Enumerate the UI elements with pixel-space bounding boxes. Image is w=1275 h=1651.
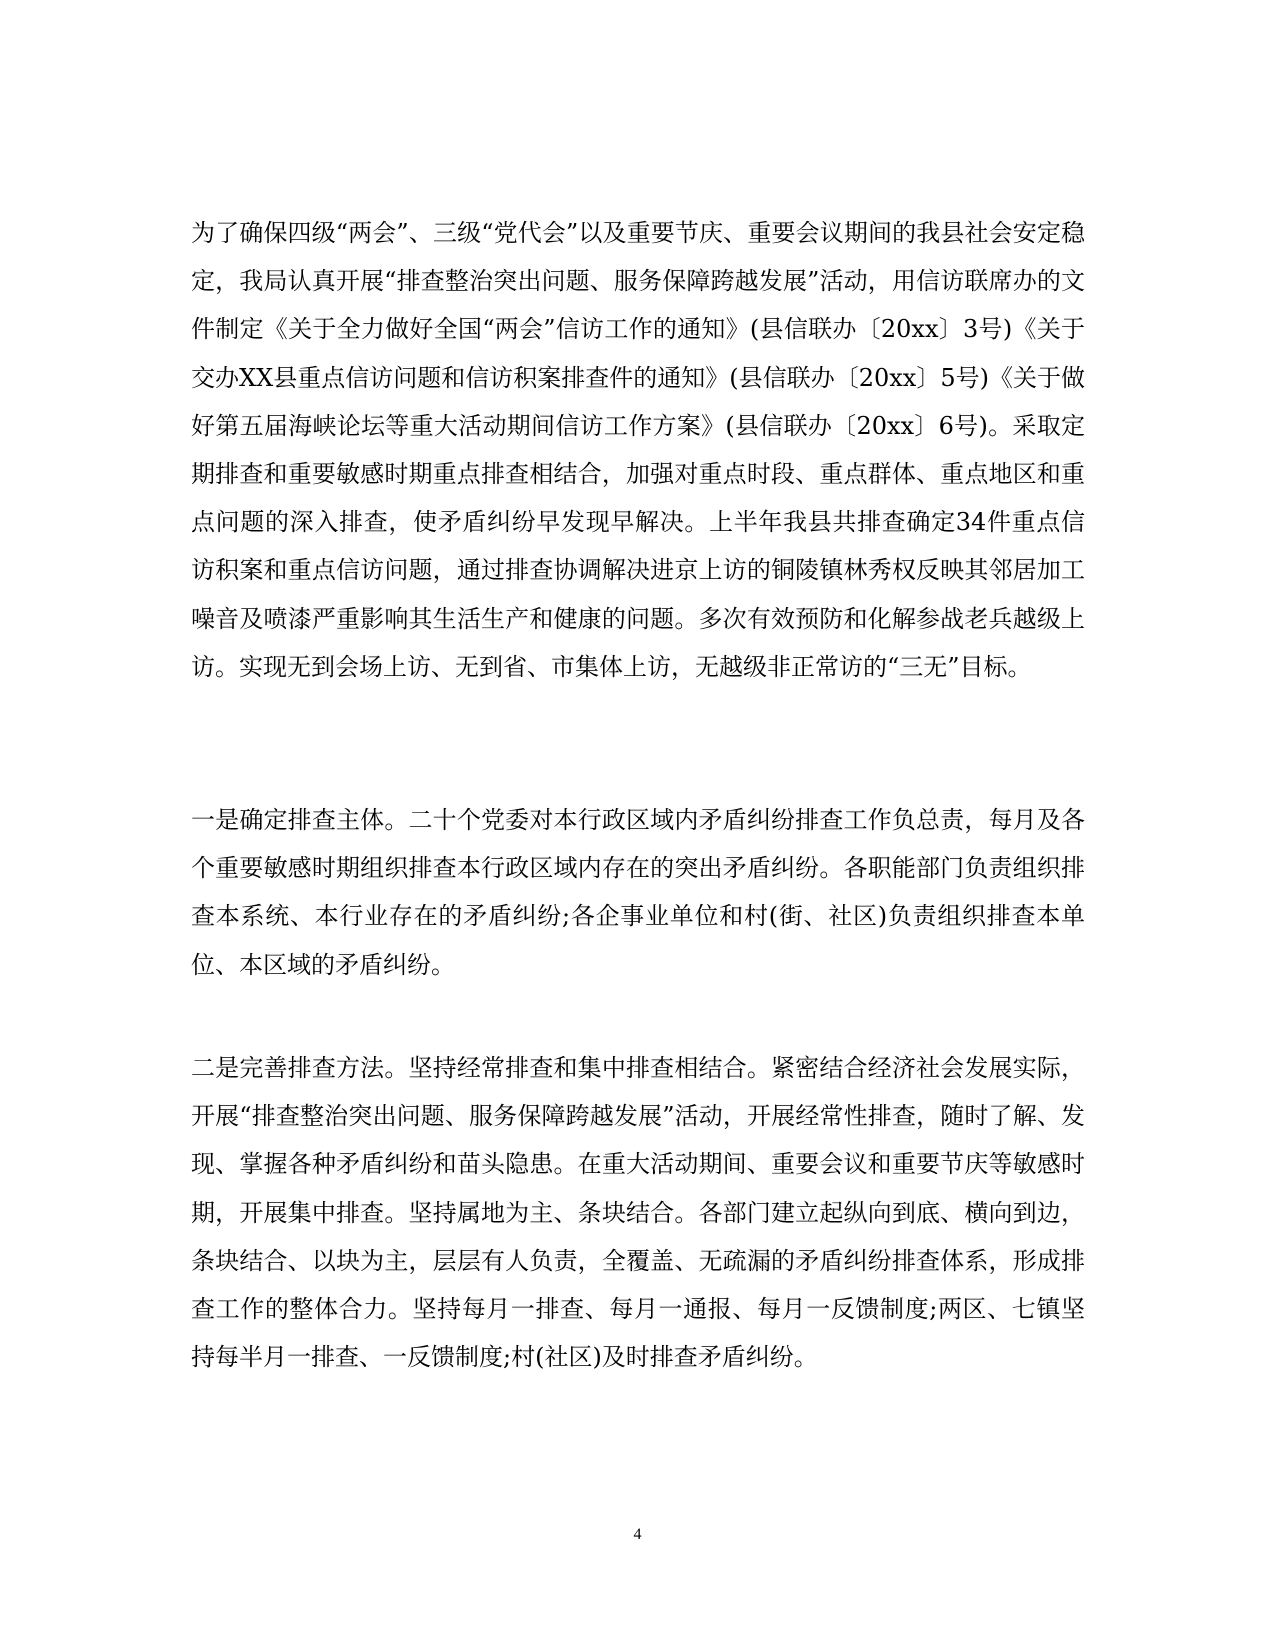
paragraph-improve-method: 二是完善排查方法。坚持经常排查和集中排查相结合。紧密结合经济社会发展实际，开展“排查整治突出问题、服务保障跨越发展”活动，开展经常性排查，随时了解、发现、掌握各种矛盾纠纷和苗头隐患。在重大活动期间、重要会议和重要节庆等敏感时期，开展集中排查。坚持属地为主、条块结合。各部门建立起纵向到底、横向到边，条块结合、以块为主，层层有人负责，全覆盖、无疏漏的矛盾纠纷排查体系，形成排查工作的整体合力。坚持每月一排查、每月一通报、每月一反馈制度;两区、七镇坚持每半月一排查、一反馈制度;村(社区)及时排查矛盾纠纷。	[191, 1054, 1085, 1372]
paragraph-intro: 为了确保四级“两会”、三级“党代会”以及重要节庆、重要会议期间的我县社会安定稳定，我局认真开展“排查整治突出问题、服务保障跨越发展”活动，用信访联席办的文件制定《关于全力做好全国“两会”信访工作的通知》(县信联办〔20xx〕3号)《关于交办XX县重点信访问题和信访积案排查件的通知》(县信联办〔20xx〕5号)《关于做好第五届海峡论坛等重大活动期间信访工作方案》(县信联办〔20xx〕6号)。采取定期排查和重要敏感时期重点排查相结合，加强对重点时段、重点群体、重点地区和重点问题的深入排查，使矛盾纠纷早发现早解决。上半年我县共排查确定34件重点信访积案和重点信访问题，通过排查协调解决进京上访的铜陵镇林秀权反映其邻居加工噪音及喷漆严重影响其生活生产和健康的问题。多次有效预防和化解参战老兵越级上访。实现无到会场上访、无到省、市集体上访，无越级非正常访的“三无”目标。	[191, 219, 1085, 681]
page-number: 4	[633, 1526, 642, 1543]
paragraph-determine-subject: 一是确定排查主体。二十个党委对本行政区域内矛盾纠纷排查工作负总责，每月及各个重要敏感时期组织排查本行政区域内存在的突出矛盾纠纷。各职能部门负责组织排查本系统、本行业存在的矛盾纠纷;各企事业单位和村(街、社区)负责组织排查本单位、本区域的矛盾纠纷。	[191, 806, 1085, 979]
